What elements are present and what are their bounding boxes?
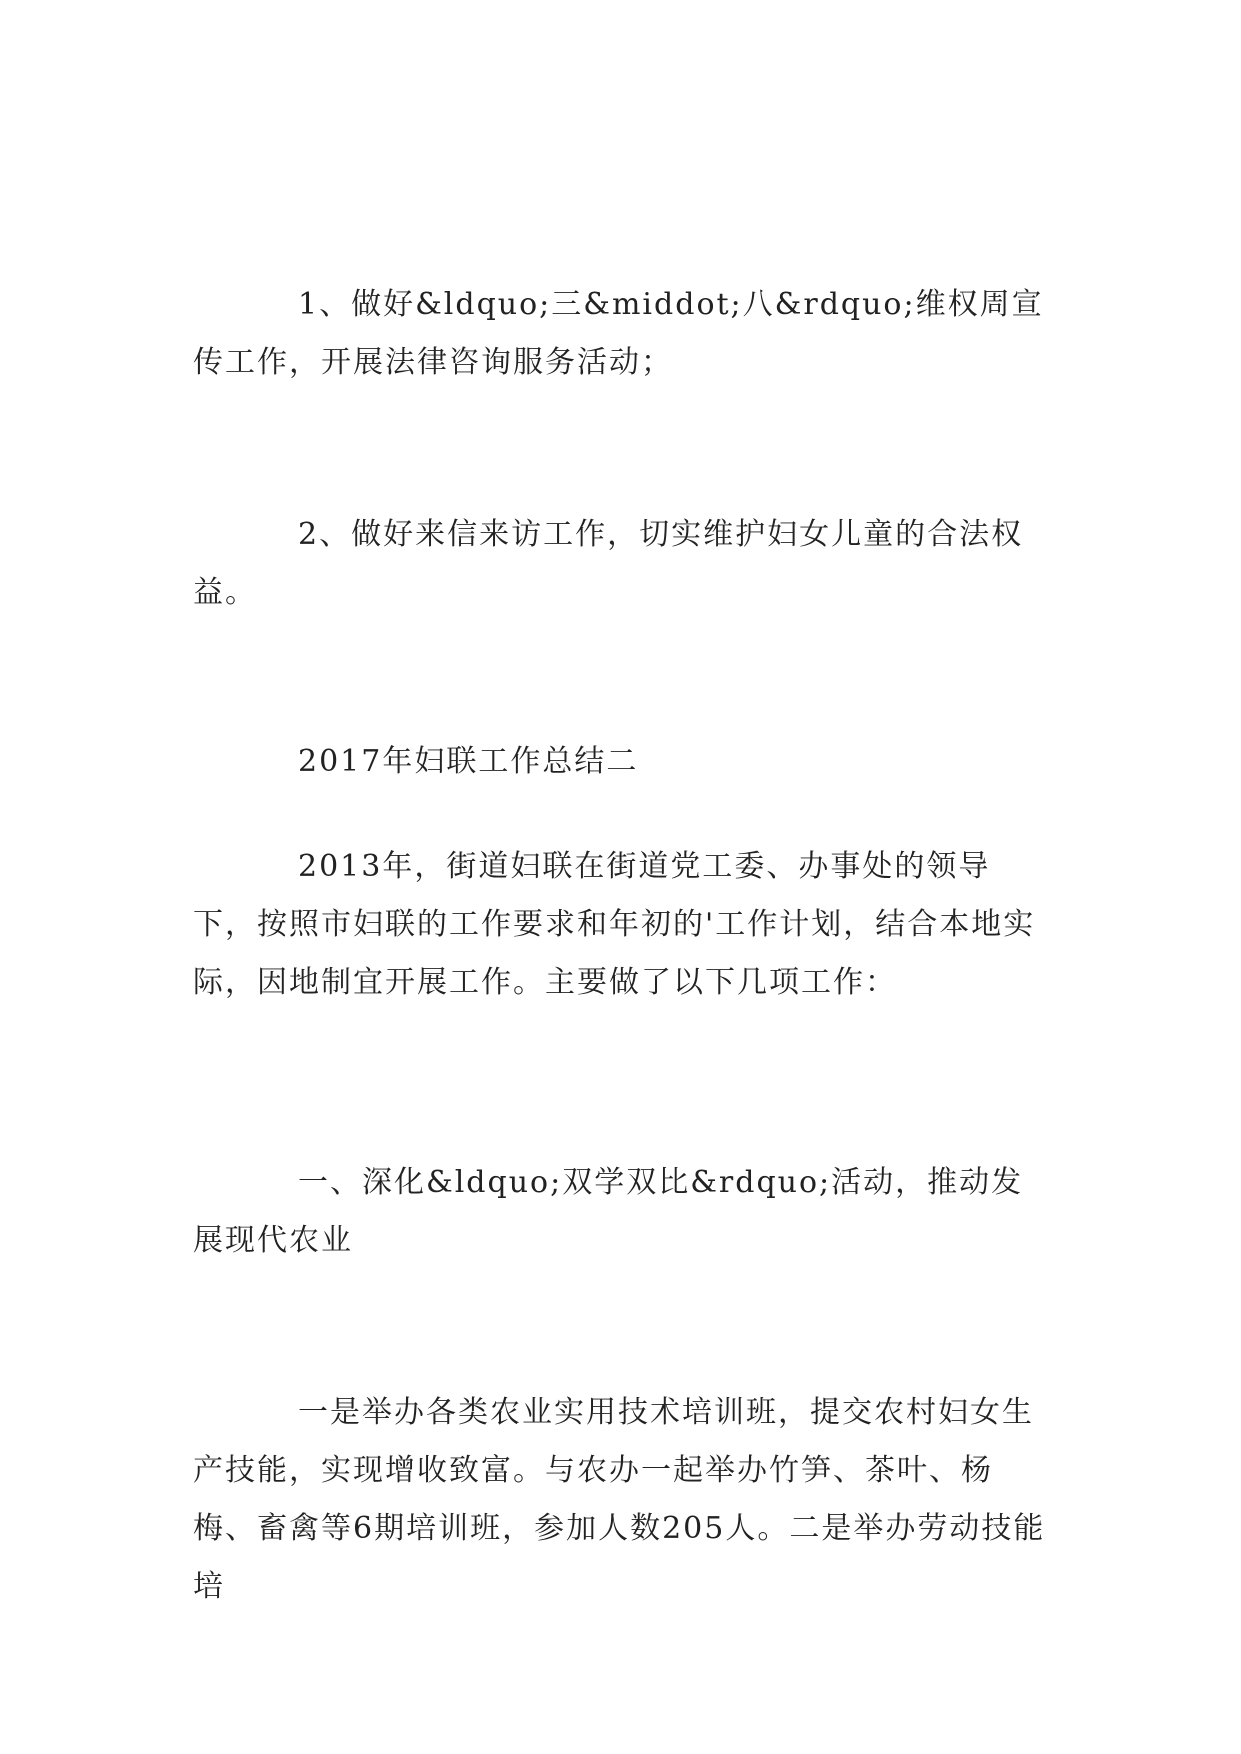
paragraph-letters-visits: 2、做好来信来访工作，切实维护妇女儿童的合法权益。 <box>193 517 1024 610</box>
section-title: 2017年妇联工作总结二 <box>298 744 639 779</box>
paragraph-training: 一是举办各类农业实用技术培训班，提交农村妇女生产技能，实现增收致富。与农办一起举办竹笋、茶叶、杨梅、畜禽等6期培训班，参加人数205人。二是举办劳动技能培 <box>193 1395 1046 1604</box>
paragraph-intro: 2013年，街道妇联在街道党工委、办事处的领导下，按照市妇联的工作要求和年初的'工作计划，结合本地实际，因地制宜开展工作。主要做了以下几项工作： <box>193 849 1036 1000</box>
section-heading-one: 一、深化&ldquo;双学双比&rdquo;活动，推动发展现代农业 <box>193 1165 1024 1258</box>
paragraph-rights-week: 1、做好&ldquo;三&middot;八&rdquo;维权周宣传工作，开展法律咨询服务活动； <box>193 287 1044 380</box>
